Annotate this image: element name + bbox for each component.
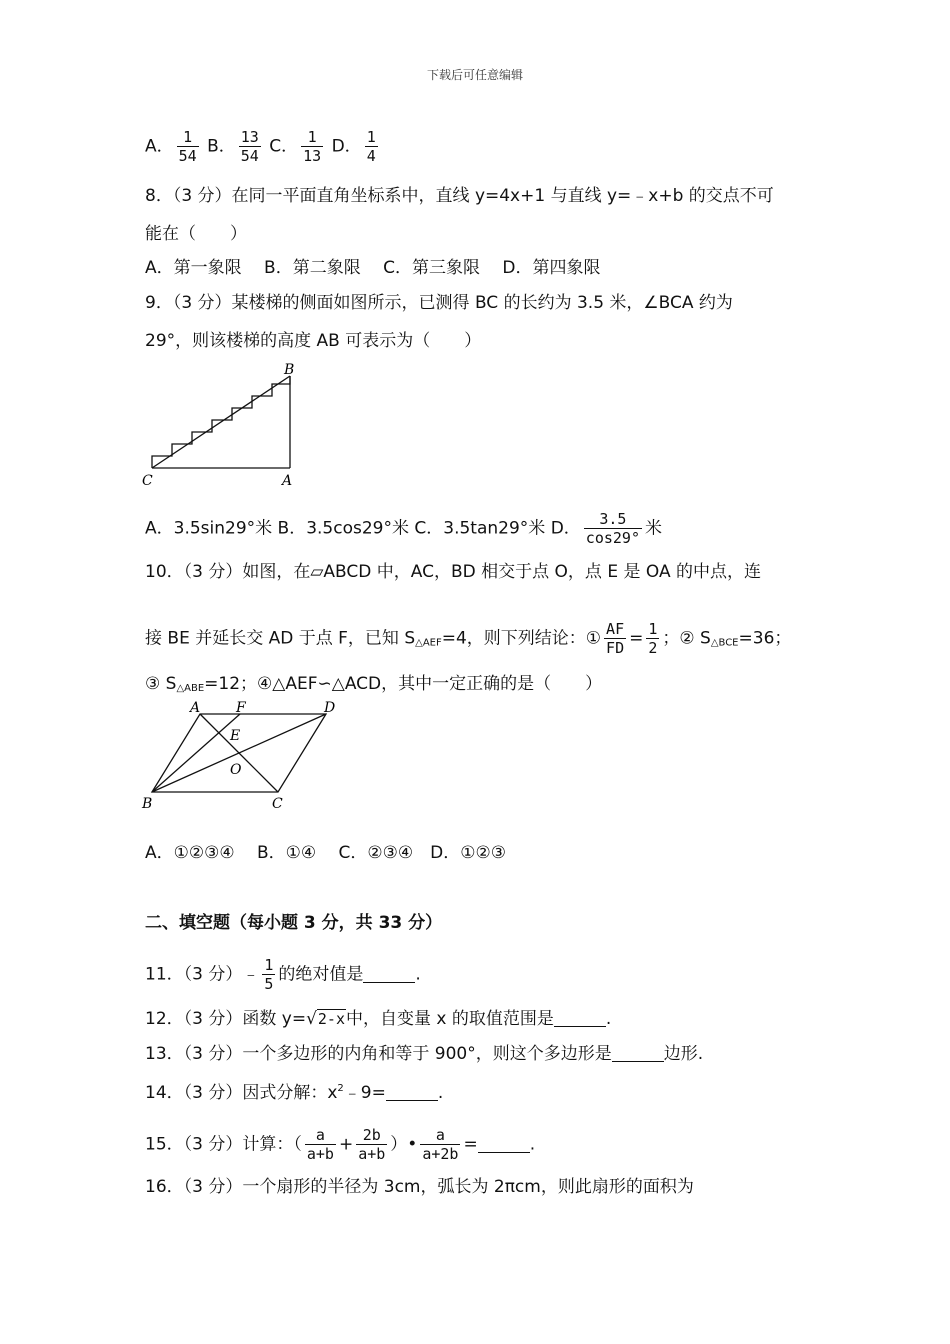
fraction-af-fd (604, 620, 626, 657)
label-e: E (230, 728, 241, 744)
fraction-2b-over-a-plus-b (356, 1126, 387, 1163)
numerator: a (305, 1126, 336, 1145)
q8-line1: 8．（3 分）在同一平面直角坐标系中，直线 y=4x+1 与直线 y=﹣x+b 的交点不可 (145, 186, 774, 206)
label-d: D (324, 700, 336, 716)
text: 边形. (663, 1044, 704, 1064)
numerator: 1 (366, 128, 376, 146)
text: 接 BE 并延长交 AD 于点 F，已知 S (145, 628, 416, 649)
q14 (145, 1078, 443, 1104)
q8-line2: 能在（ ） (145, 224, 247, 244)
q9-options (145, 510, 662, 547)
text: 中，自变量 x 的取值范围是 (346, 1009, 554, 1029)
denominator: 2 (648, 639, 658, 657)
answer-blank[interactable] (386, 1084, 438, 1101)
text: ；② S (662, 628, 711, 649)
fraction-one-half (646, 620, 659, 657)
denominator: a+b (358, 1145, 386, 1163)
text: 14．（3 分）因式分解：x (145, 1083, 338, 1103)
fraction-one-fifth (262, 956, 275, 993)
q7-option-b-label: B． (207, 136, 236, 157)
hypotenuse-cb (152, 376, 290, 468)
q9-option-d-fraction (584, 510, 642, 547)
q10-line2 (145, 620, 791, 657)
text: ③ S (145, 674, 177, 694)
fraction-a-over-a-plus-b (305, 1126, 336, 1163)
text: ）• (390, 1134, 418, 1155)
q9-line2: 29°，则该楼梯的高度 AB 可表示为（ ） (145, 331, 482, 351)
label-a: A (282, 473, 293, 489)
q9-options-abc: A．3.5sin29°米 B．3.5cos29°米 C．3.5tan29°米 D． (145, 518, 581, 539)
answer-blank[interactable] (478, 1136, 530, 1153)
numerator: 1 (301, 128, 323, 147)
q7-option-b-fraction (239, 128, 261, 165)
text: . (437, 1083, 444, 1103)
equals-sign: = (629, 628, 644, 649)
radicand: 2-x (317, 1010, 345, 1028)
q9-option-d-unit: 米 (644, 518, 662, 539)
subscript: △BCE (710, 637, 739, 649)
q7-option-a-fraction (177, 128, 199, 165)
q7-option-a-label: A． (145, 136, 174, 157)
text: 12．（3 分）函数 y= (145, 1009, 307, 1029)
staircase-figure (138, 358, 308, 490)
text: =36； (738, 628, 792, 649)
numerator: 1 (648, 620, 658, 638)
q8-options: A．第一象限 B．第二象限 C．第三象限 D．第四象限 (145, 258, 601, 278)
subscript: △AEF (415, 637, 442, 649)
text: 的绝对值是 (278, 964, 364, 985)
answer-blank[interactable] (612, 1045, 664, 1062)
text: ﹣9= (343, 1083, 386, 1103)
q16-line1: 16．（3 分）一个扇形的半径为 3cm，弧长为 2πcm，则此扇形的面积为 (145, 1177, 694, 1197)
q9-line1: 9．（3 分）某楼梯的侧面如图所示，已测得 BC 的长约为 3.5 米，∠BCA 约为 (145, 293, 733, 313)
answer-blank[interactable] (363, 966, 415, 983)
denominator: a+b (306, 1145, 334, 1163)
text: . (415, 964, 421, 985)
denominator: 4 (366, 147, 376, 165)
diagonal-bd (152, 714, 326, 792)
label-f: F (236, 700, 246, 716)
text: =12；④△AEF∽△ACD，其中一定正确的是（ ） (204, 674, 603, 694)
text: =4，则下列结论：① (441, 628, 602, 649)
q10-line1: 10．（3 分）如图，在▱ABCD 中，AC，BD 相交于点 O，点 E 是 OA 的中点，连 (145, 562, 761, 582)
superscript: 2 (337, 1083, 344, 1094)
q7-option-d-fraction (365, 128, 378, 165)
label-b: B (142, 796, 153, 812)
sqrt-sign: √ (306, 1009, 317, 1029)
text: 11．（3 分）﹣ (145, 964, 260, 985)
q12 (145, 1008, 611, 1030)
fraction-a-over-a-plus-2b (420, 1126, 460, 1163)
q15 (145, 1126, 535, 1163)
denominator: a+2b (422, 1145, 459, 1163)
q10-line3 (145, 673, 602, 700)
label-a: A (190, 700, 201, 716)
denominator: 54 (178, 147, 197, 165)
answer-blank[interactable] (554, 1010, 606, 1027)
label-b: B (284, 362, 295, 378)
q13 (145, 1043, 703, 1065)
label-o: O (230, 762, 242, 778)
denominator: FD (606, 639, 625, 657)
text: . (529, 1134, 536, 1155)
numerator: 13 (240, 128, 259, 146)
q10-options: A．①②③④ B．①④ C．②③④ D．①②③ (145, 843, 506, 863)
plus-sign: + (338, 1134, 354, 1155)
numerator: a (420, 1126, 460, 1145)
section-2-title: 二、填空题（每小题 3 分，共 33 分） (145, 913, 443, 933)
text: . (605, 1009, 612, 1029)
subscript: △ABE (176, 683, 205, 694)
denominator: 13 (303, 147, 322, 165)
parallelogram-figure (138, 700, 348, 812)
line-bf (152, 714, 240, 792)
denominator: 5 (264, 975, 274, 993)
equals-sign: = (463, 1134, 478, 1155)
q11 (145, 956, 421, 993)
label-c: C (272, 796, 283, 812)
text: 15．（3 分）计算：（ (145, 1134, 302, 1155)
q7-option-d-label: D． (331, 136, 362, 157)
page-header: 下载后可任意编辑 (426, 68, 523, 82)
numerator: AF (606, 620, 625, 638)
denominator: 54 (240, 147, 259, 165)
numerator: 1 (264, 956, 274, 974)
numerator: 3.5 (584, 510, 642, 529)
label-c: C (142, 473, 153, 489)
text: 13．（3 分）一个多边形的内角和等于 900°，则这个多边形是 (145, 1044, 612, 1064)
numerator: 1 (177, 128, 199, 147)
denominator: cos29° (585, 529, 640, 547)
numerator: 2b (356, 1126, 387, 1145)
q7-option-c-label: C． (269, 136, 299, 157)
q7-options (145, 128, 381, 165)
q7-option-c-fraction (301, 128, 323, 165)
